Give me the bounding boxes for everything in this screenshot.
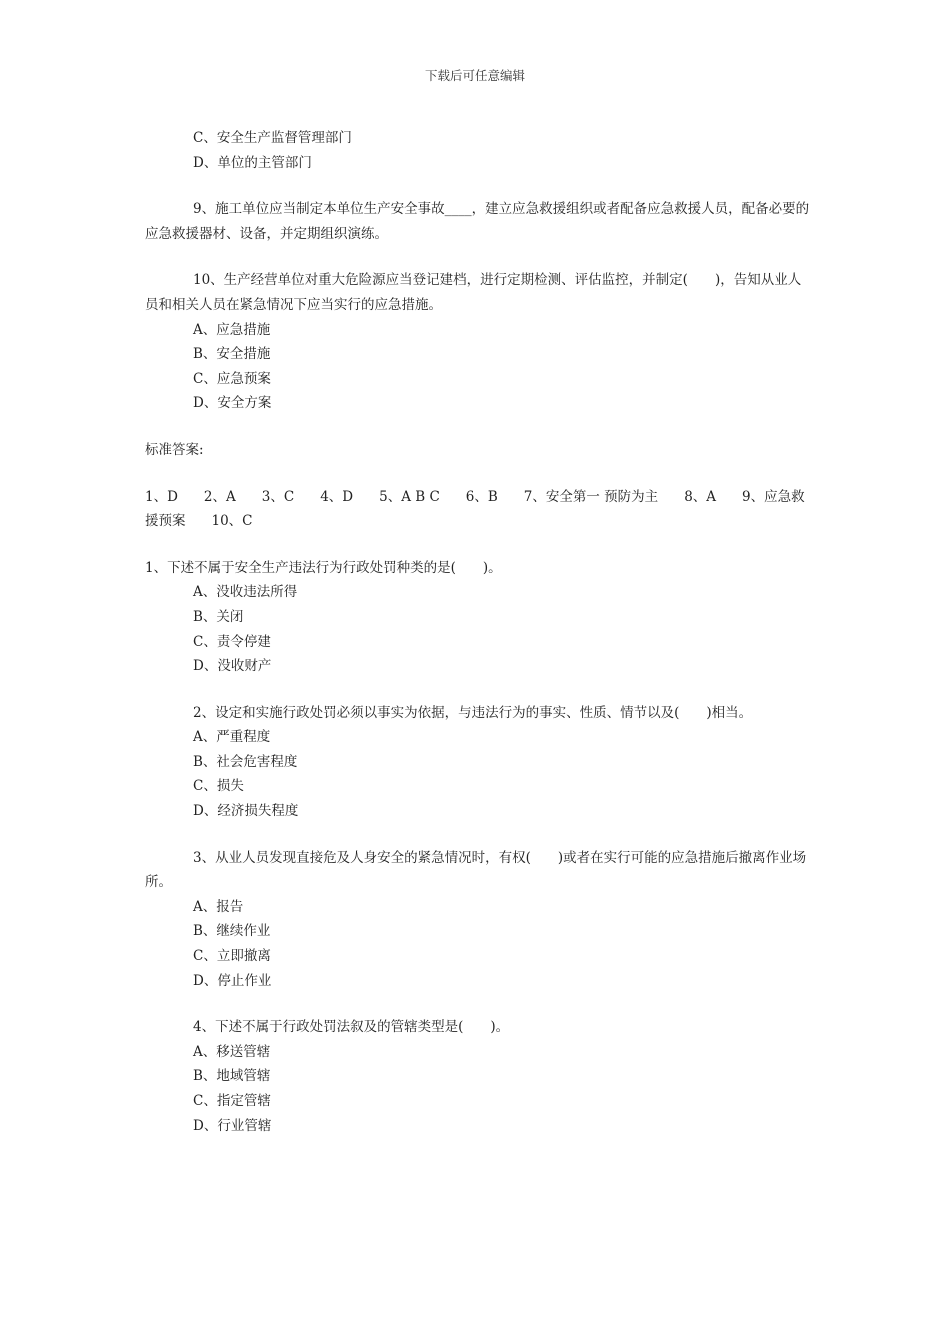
section2-question-2: 2、设定和实施行政处罚必须以事实为依据，与违法行为的事实、性质、情节以及( )相当。 <box>193 704 753 721</box>
spacer <box>145 824 810 846</box>
answer-item: 5、A B C <box>379 488 440 505</box>
spacer <box>145 993 810 1015</box>
option-b: B、安全措施 <box>193 346 271 363</box>
document-body <box>145 126 810 1138</box>
option-d: D、经济损失程度 <box>193 803 299 820</box>
option-c: C、应急预案 <box>193 370 271 387</box>
option-c: C、安全生产监督管理部门 <box>193 130 352 146</box>
option-a: A、移送管辖 <box>193 1043 271 1060</box>
question-10: 10、生产经营单位对重大危险源应当登记建档，进行定期检测、评估监控，并制定( )，告知从业人员和相关人员在紧急情况下应当实行的应急措施。 <box>145 272 802 313</box>
answer-item: 8、A <box>684 488 717 505</box>
answer-item: 4、D <box>320 488 354 505</box>
option-b: B、地域管辖 <box>193 1068 271 1085</box>
option-c: C、责令停建 <box>193 633 271 650</box>
option-d: D、没收财产 <box>193 658 272 675</box>
answer-item: 7、安全第一 预防为主 <box>523 488 659 505</box>
option-c: C、立即撤离 <box>193 948 271 965</box>
option-b: B、继续作业 <box>193 923 271 940</box>
question-9: 9、施工单位应当制定本单位生产安全事故____，建立应急救援组织或者配备应急救援人员，配备必要的应急救援器材、设备，并定期组织演练。 <box>145 201 810 242</box>
answers-title: 标准答案: <box>145 441 204 458</box>
spacer <box>145 246 810 268</box>
option-b: B、社会危害程度 <box>193 753 298 770</box>
option-a: A、严重程度 <box>193 729 271 746</box>
answer-item: 3、C <box>261 488 295 505</box>
section2-question-3: 3、从业人员发现直接危及人身安全的紧急情况时，有权( )或者在实行可能的应急措施后撤离作业场所。 <box>145 849 807 891</box>
section2-question-1: 1、下述不属于安全生产违法行为行政处罚种类的是( )。 <box>145 559 502 576</box>
answer-item: 10、C <box>211 513 253 530</box>
answers-list <box>145 485 810 534</box>
option-d: D、单位的主管部门 <box>193 154 312 171</box>
answer-item: 1、D <box>145 488 178 505</box>
option-d: D、停止作业 <box>193 972 272 989</box>
option-a: A、没收违法所得 <box>193 584 298 601</box>
answer-item: 9、应急救援预案 <box>145 488 805 530</box>
spacer <box>145 175 810 197</box>
section2-question-4: 4、下述不属于行政处罚法叙及的管辖类型是( )。 <box>193 1019 510 1036</box>
option-d: D、安全方案 <box>193 395 272 412</box>
option-c: C、指定管辖 <box>193 1093 271 1109</box>
option-b: B、关闭 <box>193 608 244 625</box>
option-c: C、损失 <box>193 778 244 795</box>
page-header: 下载后可任意编辑 <box>424 68 525 83</box>
option-d: D、行业管辖 <box>193 1117 272 1134</box>
answer-item: 6、B <box>465 488 498 505</box>
spacer <box>145 534 810 556</box>
spacer <box>145 679 810 701</box>
answer-item: 2、A <box>203 488 236 505</box>
option-a: A、应急措施 <box>193 321 271 338</box>
spacer <box>145 463 810 485</box>
option-a: A、报告 <box>193 898 244 915</box>
spacer <box>145 416 810 438</box>
